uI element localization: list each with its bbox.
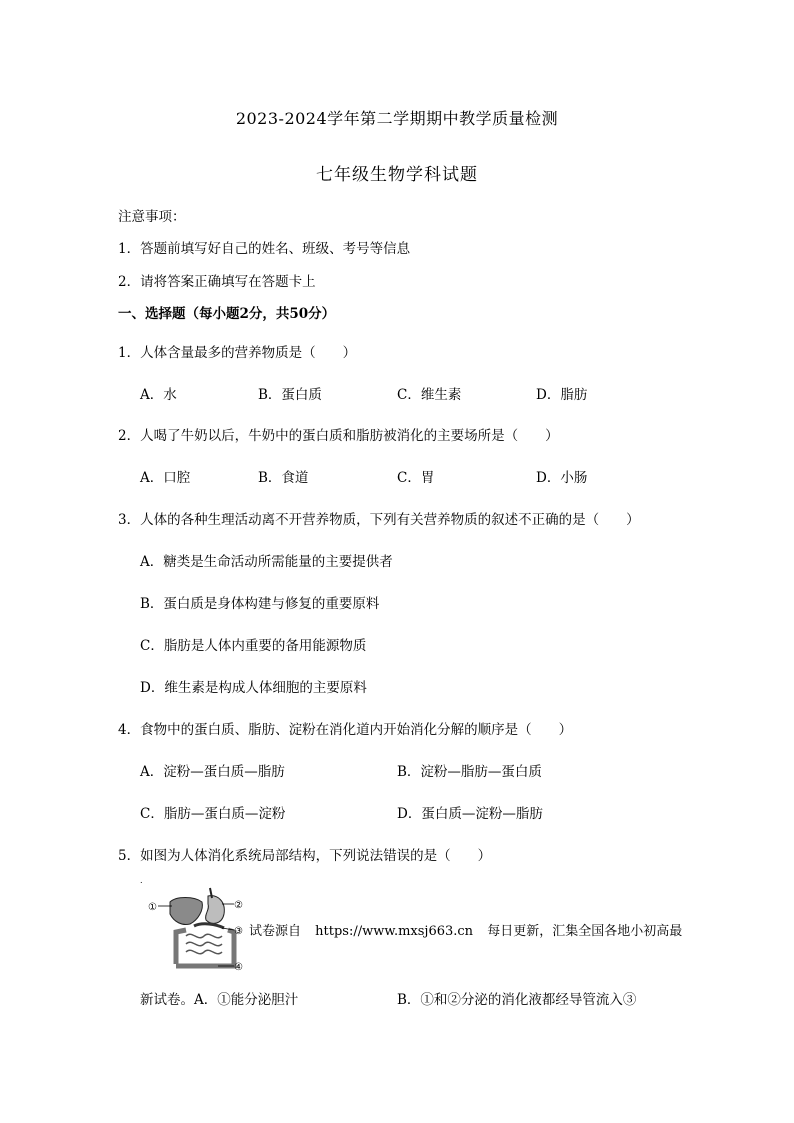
q4-option-d: D．蛋白质—淀粉—脂肪: [397, 806, 543, 822]
section-heading: 一、选择题（每小题2分，共50分）: [118, 306, 336, 322]
figure-label-2: ②: [234, 900, 243, 911]
q1-option-b: B．蛋白质: [258, 387, 322, 403]
q3-option-d: D．维生素是构成人体细胞的主要原料: [140, 680, 367, 696]
q4-option-a: A．淀粉—蛋白质—脂肪: [140, 764, 285, 780]
q3-option-c: C．脂肪是人体内重要的备用能源物质: [140, 638, 367, 654]
question-1-stem: 1．人体含量最多的营养物质是（ ）: [118, 345, 357, 361]
q1-option-a: A．水: [140, 387, 177, 403]
question-5-stem: 5．如图为人体消化系统局部结构，下列说法错误的是（ ）: [118, 848, 492, 864]
q2-option-c: C．胃: [397, 470, 435, 486]
q5-option-a: 新试卷。A．①能分泌胆汁: [140, 992, 299, 1008]
digestive-system-figure: [146, 886, 246, 976]
source-prefix: 试卷源自: [249, 924, 302, 939]
figure-label-1: ①: [148, 902, 157, 913]
note-item-2: 2．请将答案正确填写在答题卡上: [118, 274, 316, 290]
q3-option-b: B．蛋白质是身体构建与修复的重要原料: [140, 596, 380, 612]
notes-heading: 注意事项：: [118, 209, 186, 225]
stray-dot: .: [140, 876, 143, 885]
q2-option-a: A．口腔: [140, 470, 191, 486]
question-4-stem: 4．食物中的蛋白质、脂肪、淀粉在消化道内开始消化分解的顺序是（ ）: [118, 722, 573, 738]
q3-option-a: A．糖类是生命活动所需能量的主要提供者: [140, 554, 393, 570]
q4-option-b: B．淀粉—脂肪—蛋白质: [397, 764, 542, 780]
q2-option-d: D．小肠: [536, 470, 588, 486]
q1-option-d: D．脂肪: [536, 387, 588, 403]
figure-label-3: ③: [234, 926, 243, 937]
q4-option-c: C．脂肪—蛋白质—淀粉: [140, 806, 286, 822]
question-2-stem: 2．人喝了牛奶以后，牛奶中的蛋白质和脂肪被消化的主要场所是（ ）: [118, 428, 559, 444]
source-suffix: 每日更新，汇集全国各地小初高最: [487, 924, 683, 939]
question-3-stem: 3．人体的各种生理活动离不开营养物质，下列有关营养物质的叙述不正确的是（ ）: [118, 512, 640, 528]
note-item-1: 1．答题前填写好自己的姓名、班级、考号等信息: [118, 241, 411, 257]
figure-label-4: ④: [234, 962, 243, 973]
source-line: [249, 920, 692, 939]
source-url[interactable]: https://www.mxsj663.cn: [315, 924, 474, 939]
exam-title: 2023-2024学年第二学期期中教学质量检测: [235, 109, 559, 128]
exam-subtitle: 七年级生物学科试题: [316, 165, 478, 185]
q2-option-b: B．食道: [258, 470, 309, 486]
q1-option-c: C．维生素: [397, 387, 462, 403]
q5-option-b: B．①和②分泌的消化液都经导管流入③: [397, 992, 637, 1008]
